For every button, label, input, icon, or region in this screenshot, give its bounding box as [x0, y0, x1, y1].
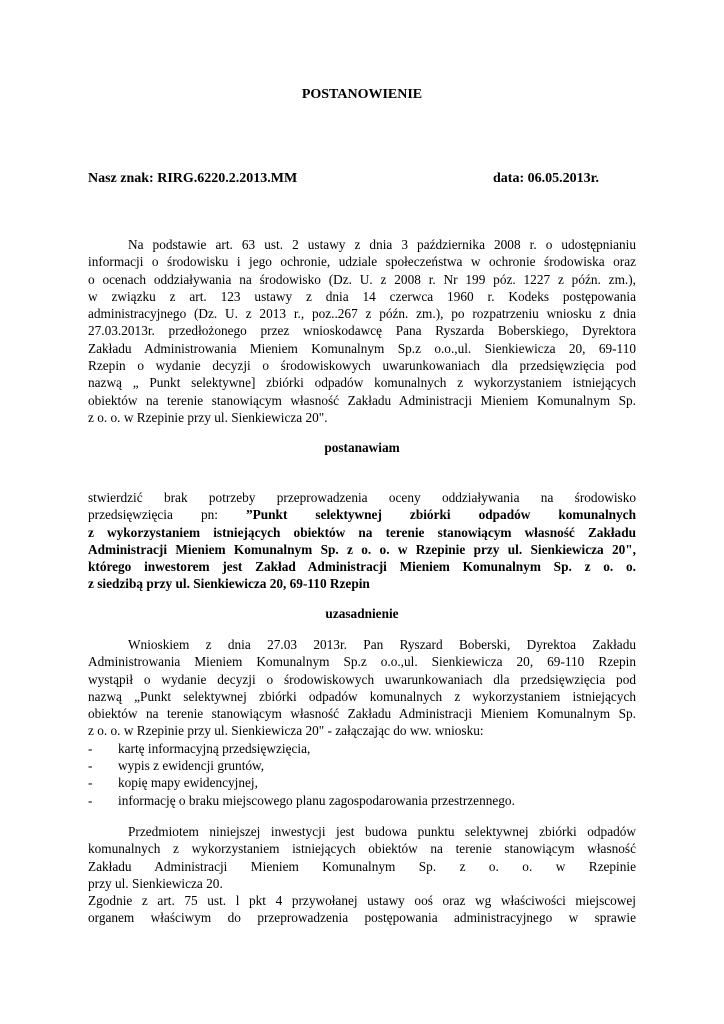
list-item: - kartę informacyjną przedsięwzięcia, — [88, 740, 636, 757]
document-date: data: 06.05.2013r. — [493, 171, 600, 186]
intro-line: Zakładu Administrowania Mieniem Komunalnym Sp.z o.o.,ul. Sienkiewicza 20, 69-110 — [88, 340, 636, 356]
intro-line: w związku z art. 123 ustawy z dnia 14 czerwca 1960 r. Kodeks postępowania — [88, 288, 636, 304]
intro-line: 27.03.2013r. przedłożonego przez wnioskodawcę Pana Ryszarda Boberskiego, Dyrektora — [88, 323, 636, 339]
list-item: - kopię mapy ewidencyjnej, — [88, 774, 636, 791]
justification-line: Administrowania Mieniem Komunalnym Sp.z o.o.,ul. Sienkiewicza 20, 69-110 Rzepin — [88, 654, 636, 670]
final-line: organem właściwym do przeprowadzenia postępowania administracyjnego w sprawie — [88, 910, 636, 926]
subject-line: komunalnych z wykorzystaniem istniejących obiektów na terenie stanowiącym własność — [88, 841, 636, 857]
list-item: - wypis z ewidencji gruntów, — [88, 757, 636, 774]
subject-paragraph — [88, 823, 636, 927]
justification-line: nazwą „Punkt selektywnej zbiórki odpadów komunalnych z wykorzystaniem istniejących — [88, 688, 636, 704]
justification-line: z o. o. w Rzepinie przy ul. Sienkiewicza 20" - załączając do ww. wniosku: — [88, 723, 484, 739]
document-title: POSTANOWIENIE — [301, 87, 423, 102]
attachments-list — [88, 740, 636, 809]
intro-line: administracyjnego (Dz. U. z 2013 r., poz..267 z późn. zm.), po rozpatrzeniu wniosku z dnia — [88, 306, 636, 322]
intro-line: Na podstawie art. 63 ust. 2 ustawy z dnia 3 października 2008 r. o udostępnianiu — [128, 237, 636, 252]
decision-line: z wykorzystaniem istniejących obiektów na terenie stanowiącym własność Zakładu — [88, 524, 636, 540]
intro-line: nazwą „ Punkt selektywne] zbiórki odpadów komunalnych z wykorzystaniem istniejących — [88, 375, 636, 391]
intro-paragraph — [88, 236, 636, 426]
intro-line: informacji o środowisku i jego ochronie, udziale społeczeństwa w ochronie środowiska oraz — [88, 254, 636, 270]
decision-line: stwierdzić brak potrzeby przeprowadzenia oceny oddziaływania na środowisko — [88, 490, 636, 505]
decision-line-bold: ”Punkt selektywnej zbiórki odpadów komunalnych — [245, 507, 636, 523]
subject-line: Zakładu Administracji Mieniem Komunalnym Sp. z o. o. w Rzepinie — [88, 858, 636, 874]
justification-line: Wnioskiem z dnia 27.03 2013r. Pan Ryszard Boberski, Dyrektoa Zakładu — [128, 637, 636, 652]
decision-paragraph — [88, 489, 636, 593]
subject-line: Przedmiotem niniejszej inwestycji jest budowa punktu selektywnej zbiórki odpadów — [128, 824, 636, 839]
decision-line: którego inwestorem jest Zakład Administracji Mieniem Komunalnym Sp. z o. o. — [88, 559, 636, 575]
decision-line: Administracji Mieniem Komunalnym Sp. z o. o. w Rzepinie przy ul. Sienkiewicza 20", — [88, 541, 636, 557]
intro-line: o ocenach oddziaływania na środowisko (Dz. U. z 2008 r. Nr 199 póz. 1227 z późn. zm.), — [88, 271, 636, 287]
heading-justification: uzasadnienie — [325, 606, 399, 621]
reference-sign: Nasz znak: RIRG.6220.2.2013.MM — [88, 171, 298, 186]
justification-paragraph — [88, 636, 636, 809]
decision-line-plain: przedsięwzięcia pn: — [88, 507, 246, 523]
intro-line: Rzepin o wydanie decyzji o środowiskowych uwarunkowaniach dla przedsięwzięcia pod — [88, 358, 636, 374]
decision-line: z siedzibą przy ul. Sienkiewicza 20, 69-110 Rzepin — [88, 576, 370, 592]
document-meta — [88, 171, 608, 187]
intro-line: obiektów na terenie stanowiącym własność Zakładu Administracji Mieniem Komunalnym Sp. — [88, 392, 636, 408]
subject-line: przy ul. Sienkiewicza 20. — [88, 875, 223, 891]
list-item: - informację o braku miejscowego planu zagospodarowania przestrzennego. — [88, 792, 636, 809]
intro-line: z o. o. w Rzepinie przy ul. Sienkiewicza 20". — [88, 409, 328, 425]
decision-line — [88, 506, 636, 523]
final-line: Zgodnie z art. 75 ust. l pkt 4 przywołanej ustawy ooś oraz wg właściwości miejscowej — [88, 893, 636, 909]
justification-line: wystąpił o wydanie decyzji o środowiskowych uwarunkowaniach dla przedsięwzięcia pod — [88, 671, 636, 687]
heading-decision: postanawiam — [324, 440, 400, 455]
justification-line: obiektów na terenie stanowiącym własność Zakładu Administracji Mieniem Komunalnym Sp. — [88, 706, 636, 722]
